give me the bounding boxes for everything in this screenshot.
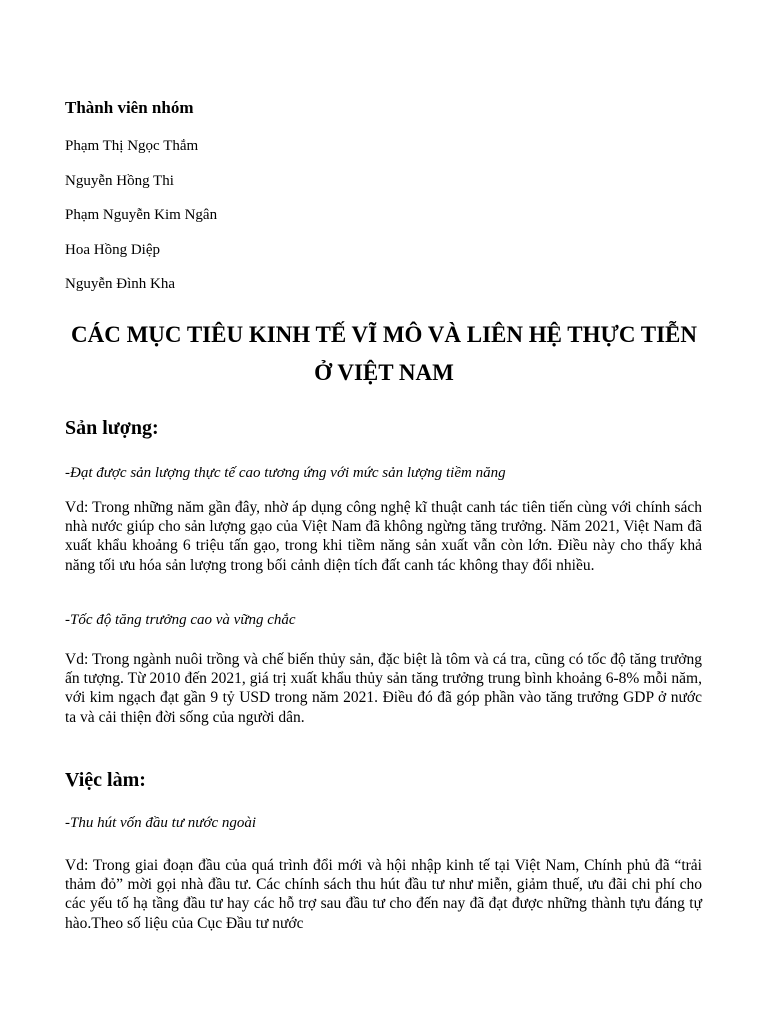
section-heading-viec-lam: Việc làm: bbox=[65, 769, 146, 791]
members-heading: Thành viên nhóm bbox=[65, 98, 194, 117]
member-name: Nguyễn Hồng Thi bbox=[65, 173, 174, 189]
member-name: Phạm Nguyễn Kim Ngân bbox=[65, 207, 218, 223]
example-paragraph: Vd: Trong những năm gần đây, nhờ áp dụng công nghệ kĩ thuật canh tác tiên tiến cùng với chính sách nhà nước giúp cho sản lượng gạo của Việt Nam đã không ngừng tăng trưởng. Năm 2021, Việt Nam đã xuất khẩu khoảng 6 triệu tấn gạo, trong khi tiềm năng sản xuất vẫn còn lớn. Điều này cho thấy khả năng tối ưu hóa sản lượng trong bối cảnh diện tích đất canh tác không thay đổi nhiều. bbox=[65, 499, 702, 574]
goal-item: -Đạt được sản lượng thực tế cao tương ứng với mức sản lượng tiềm năng bbox=[65, 465, 506, 481]
goal-item: -Thu hút vốn đầu tư nước ngoài bbox=[65, 815, 257, 831]
example-paragraph: Vd: Trong giai đoạn đầu của quá trình đổi mới và hội nhập kinh tế tại Việt Nam, Chính phủ đã “trải thảm đỏ” mời gọi nhà đầu tư. Các chính sách thu hút đầu tư như miễn, giảm thuế, ưu đãi chi phí cho các yếu tố hạ tầng đầu tư hay các hỗ trợ sau đầu tư cho đến nay đã đạt được những thành tựu đáng tự hào.Theo số liệu của Cục Đầu tư nước bbox=[65, 857, 702, 932]
member-name: Nguyễn Đình Kha bbox=[65, 276, 175, 292]
goal-item: -Tốc độ tăng trưởng cao và vững chắc bbox=[65, 612, 296, 628]
example-paragraph: Vd: Trong ngành nuôi trồng và chế biến thủy sản, đặc biệt là tôm và cá tra, cũng có tốc độ tăng trưởng ấn tượng. Từ 2010 đến 2021, giá trị xuất khẩu thủy sản tăng trưởng trung bình khoảng 6-8% mỗi năm, với kim ngạch đạt gần 9 tỷ USD trong năm 2021. Điều đó đã góp phần vào tăng trưởng GDP ở nước ta và cải thiện đời sống của người dân. bbox=[65, 651, 702, 726]
section-heading-san-luong: Sản lượng: bbox=[65, 417, 159, 439]
document-title: CÁC MỤC TIÊU KINH TẾ VĨ MÔ VÀ LIÊN HỆ THỰC TIỄN Ở VIỆT NAM bbox=[70, 322, 698, 385]
member-name: Phạm Thị Ngọc Thắm bbox=[65, 138, 199, 154]
member-name: Hoa Hồng Diệp bbox=[65, 242, 160, 258]
